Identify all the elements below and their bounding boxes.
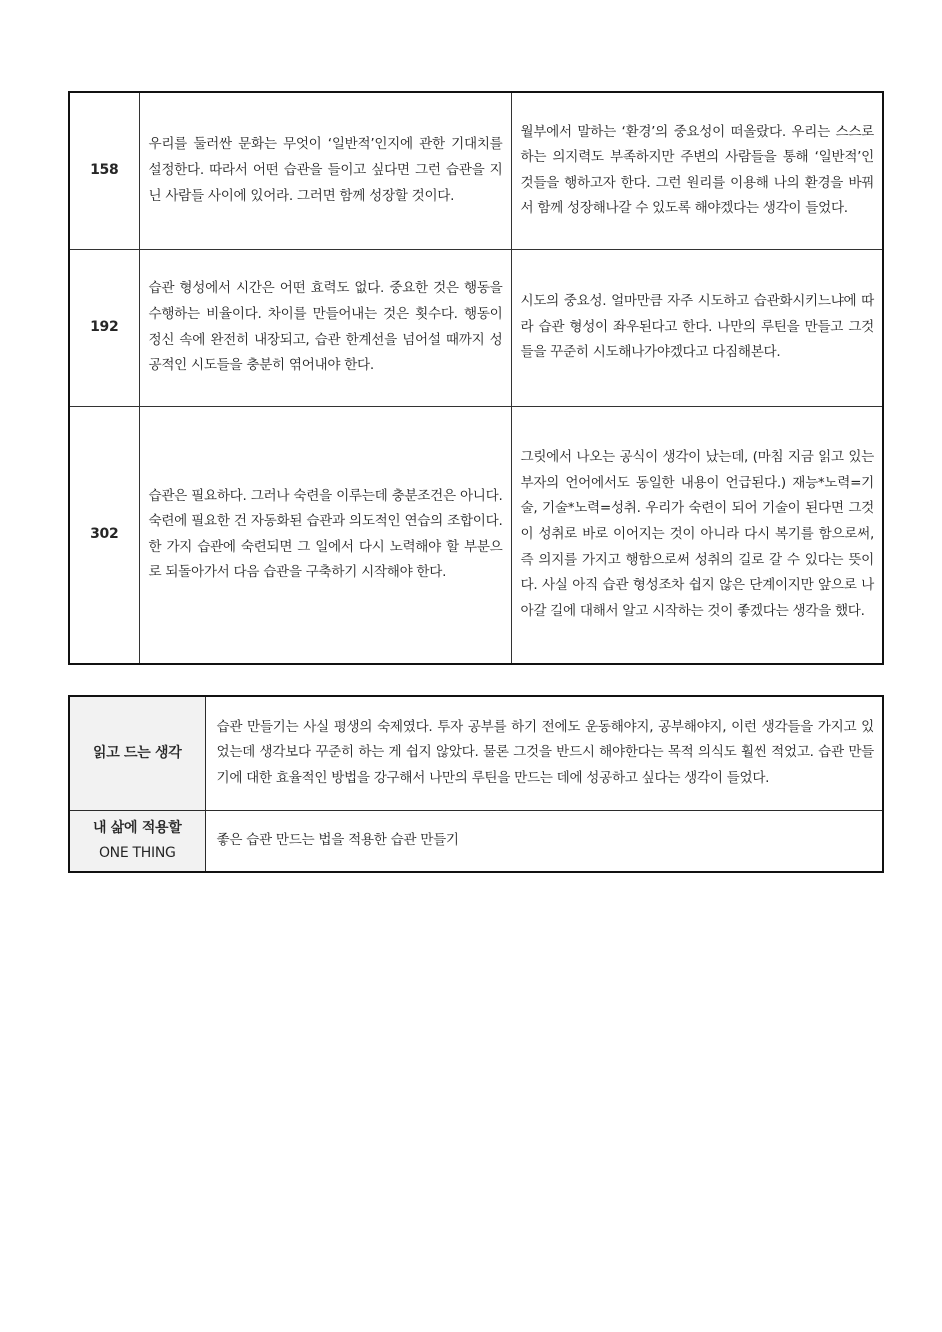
one-thing-label-line1: 내 삶에 적용할: [93, 819, 182, 836]
quote-text: 습관은 필요하다. 그러나 숙련을 이루는데 충분조건은 아니다. 숙련에 필요한 건 자동화된 습관과 의도적인 연습의 조합이다. 한 가지 습관에 숙련되면 그 일에서 다시 노력해야 할 부분으로 되돌아가서 다음 습관을 구축하기 시작해야 한다.: [139, 406, 511, 664]
summary-table: [68, 695, 884, 873]
one-thing-row: [69, 810, 883, 872]
page-number: 192: [69, 249, 139, 406]
one-thing-label: [69, 810, 205, 872]
thought-text: 시도의 중요성. 얼마만큼 자주 시도하고 습관화시키느냐에 따라 습관 형성이 좌우된다고 한다. 나만의 루틴을 만들고 그것들을 꾸준히 시도해나가야겠다고 다짐해본다.: [511, 249, 883, 406]
thought-text: 월부에서 말하는 ‘환경’의 중요성이 떠올랐다. 우리는 스스로 하는 의지력도 부족하지만 주변의 사람들을 통해 ‘일반적’인 것들을 행하고자 한다. 그런 원리를 이용해 나의 환경을 바꿔서 함께 성장해나갈 수 있도록 해야겠다는 생각이 들었다.: [511, 92, 883, 249]
one-thing-text: 좋은 습관 만드는 법을 적용한 습관 만들기: [205, 810, 883, 872]
reflection-label: 읽고 드는 생각: [69, 696, 205, 810]
table-row: [69, 406, 883, 664]
table-row: [69, 249, 883, 406]
reading-notes-table: [68, 91, 884, 665]
thought-text: 그릿에서 나오는 공식이 생각이 났는데, (마침 지금 읽고 있는 부자의 언어에서도 동일한 내용이 언급된다.) 재능*노력=기술, 기술*노력=성취. 우리가 숙련이 되어 기술이 된다면 그것이 성취로 바로 이어지는 것이 아니라 다시 복기를 함으로써, 즉 의지를 가지고 행함으로써 성취의 길로 갈 수 있다는 뜻이다. 사실 아직 습관 형성조차 쉽지 않은 단계이지만 앞으로 나아갈 길에 대해서 알고 시작하는 것이 좋겠다는 생각을 했다.: [511, 406, 883, 664]
quote-text: 습관 형성에서 시간은 어떤 효력도 없다. 중요한 것은 행동을 수행하는 비율이다. 차이를 만들어내는 것은 횟수다. 행동이 정신 속에 완전히 내장되고, 습관 한계선을 넘어설 때까지 성공적인 시도들을 충분히 엮어내야 한다.: [139, 249, 511, 406]
reflection-text: 습관 만들기는 사실 평생의 숙제였다. 투자 공부를 하기 전에도 운동해야지, 공부해야지, 이런 생각들을 가지고 있었는데 생각보다 꾸준히 하는 게 쉽지 않았다. 물론 그것을 반드시 해야한다는 목적 의식도 훨씬 적었고. 습관 만들기에 대한 효율적인 방법을 강구해서 나만의 루틴을 만드는 데에 성공하고 싶다는 생각이 들었다.: [205, 696, 883, 810]
table-row: [69, 92, 883, 249]
quote-text: 우리를 둘러싼 문화는 무엇이 ‘일반적’인지에 관한 기대치를 설정한다. 따라서 어떤 습관을 들이고 싶다면 그런 습관을 지닌 사람들 사이에 있어라. 그러면 함께 성장할 것이다.: [139, 92, 511, 249]
one-thing-label-line2: ONE THING: [98, 844, 176, 861]
reflection-row: [69, 696, 883, 810]
page-number: 302: [69, 406, 139, 664]
page-number: 158: [69, 92, 139, 249]
